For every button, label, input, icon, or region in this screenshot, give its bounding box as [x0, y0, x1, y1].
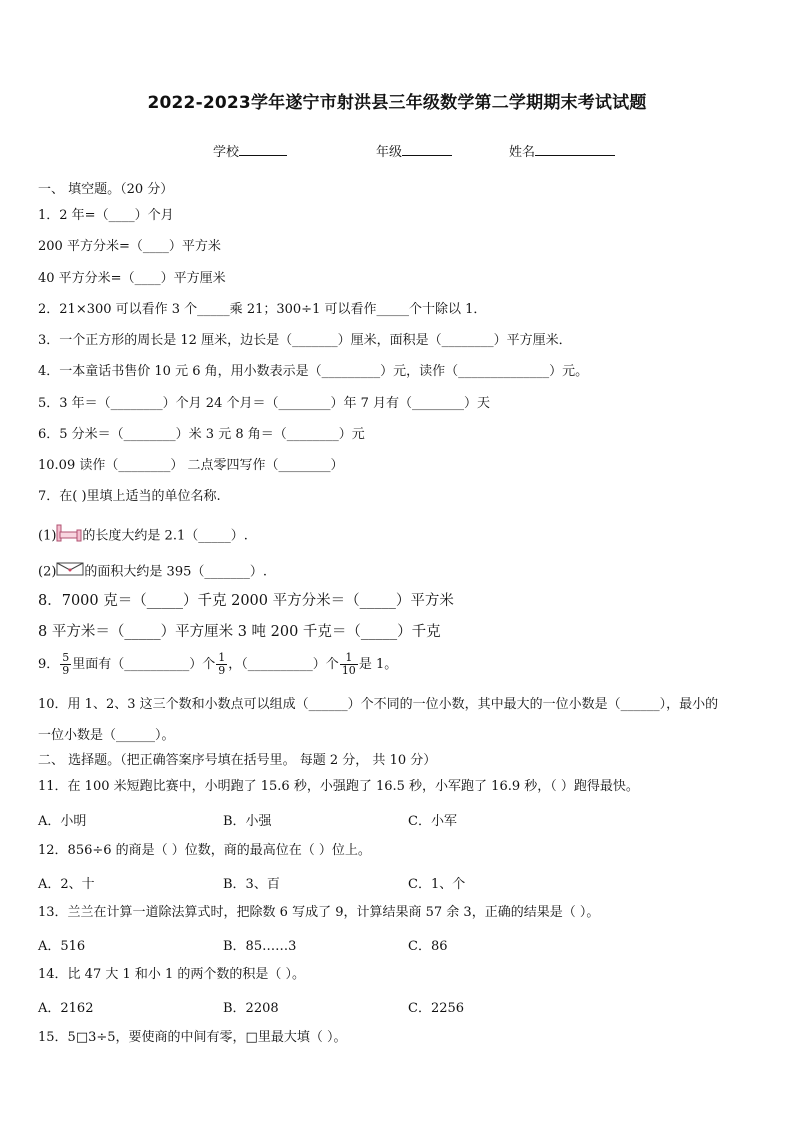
- question-2: 2．21×300 可以看作 3 个_____乘 21；300÷1 可以看作_____个十除以 1．: [38, 302, 487, 317]
- question-11: 11．在 100 米短跑比赛中，小明跑了 15.6 秒，小强跑了 16.5 秒，小军跑了 16.9 秒，（ ）跑得最快。: [38, 779, 639, 794]
- question-4: 4．一本童话书售价 10 元 6 角，用小数表示是（_________）元，读作（______________）元。: [38, 364, 589, 379]
- question-7-2-label: (2): [38, 564, 57, 580]
- question-10b: 一位小数是（______）。: [38, 728, 175, 743]
- grade-label: 年级: [376, 145, 403, 160]
- question-7-2-text: 的面积大约是 395（_______）.: [84, 564, 267, 580]
- q12-option-b[interactable]: B．3、百: [223, 877, 280, 892]
- q13-option-c[interactable]: C．86: [408, 939, 448, 954]
- fraction-1-10: $\frac{1}{10}$: [341, 651, 356, 677]
- section-1-heading: 一、 填空题。（20 分）: [38, 182, 174, 197]
- question-1b: 200 平方分米=（____）平方米: [38, 239, 221, 254]
- question-8a: 8．7000 克＝（_____）千克 2000 平方分米＝（_____）平方米: [38, 593, 454, 609]
- question-8b: 8 平方米＝（_____）平方厘米 3 吨 200 千克＝（_____）千克: [38, 624, 441, 640]
- bed-icon: [56, 523, 82, 549]
- question-7-1: [38, 523, 248, 549]
- question-3: 3．一个正方形的周长是 12 厘米，边长是（_______）厘米，面积是（________）平方厘米．: [38, 333, 572, 348]
- grade-blank[interactable]: [402, 143, 452, 156]
- question-9-text-3: 是 1。: [358, 657, 398, 672]
- school-field[interactable]: [213, 141, 287, 160]
- q14-option-a[interactable]: A．2162: [38, 1001, 94, 1016]
- question-7-1-text: 的长度大约是 2.1（_____）.: [82, 528, 248, 544]
- question-7-2: [38, 561, 267, 583]
- question-7: 7．在( )里填上适当的单位名称.: [38, 489, 221, 504]
- question-7-1-label: (1): [38, 528, 57, 544]
- q13-option-a[interactable]: A．516: [38, 939, 86, 954]
- q14-option-c[interactable]: C．2256: [408, 1001, 465, 1016]
- question-6b: 10.09 读作（________） 二点零四写作（________）: [38, 458, 344, 473]
- name-field[interactable]: [509, 141, 615, 160]
- question-1a: 1．2 年=（____）个月: [38, 208, 174, 223]
- page-title: 2022-2023学年遂宁市射洪县三年级数学第二学期期末考试试题: [147, 93, 647, 113]
- envelope-icon: [56, 561, 84, 583]
- q11-option-a[interactable]: A．小明: [38, 814, 87, 829]
- question-9-text-1: 里面有（__________）个: [72, 657, 216, 672]
- name-blank[interactable]: [535, 143, 615, 156]
- question-14: 14．比 47 大 1 和小 1 的两个数的积是（ ）。: [38, 967, 306, 982]
- question-6: 6．5 分米＝（________）米 3 元 8 角＝（________）元: [38, 427, 365, 442]
- q12-option-c[interactable]: C．1、个: [408, 877, 466, 892]
- q12-option-a[interactable]: A．2、十: [38, 877, 95, 892]
- fraction-5-9: $\frac{5}{9}$: [62, 651, 70, 677]
- section-2-heading: 二、 选择题。（把正确答案序号填在括号里。 每题 2 分， 共 10 分）: [38, 753, 437, 768]
- q13-option-b[interactable]: B．85……3: [223, 939, 297, 954]
- q11-option-b[interactable]: B．小强: [223, 814, 272, 829]
- question-9: [38, 652, 397, 677]
- name-label: 姓名: [509, 145, 536, 160]
- school-label: 学校: [213, 145, 240, 160]
- question-10a: 10．用 1、2、3 这三个数和小数点可以组成（______）个不同的一位小数，其中最大的一位小数是（______），最小的: [38, 697, 719, 712]
- question-1c: 40 平方分米=（____）平方厘米: [38, 271, 226, 286]
- fraction-1-9: $\frac{1}{9}$: [218, 651, 226, 677]
- question-9-text-2: ，（__________）个: [228, 657, 339, 672]
- grade-field[interactable]: [376, 141, 452, 160]
- school-blank[interactable]: [239, 143, 287, 156]
- question-13: 13．兰兰在计算一道除法算式时，把除数 6 写成了 9，计算结果商 57 余 3，正确的结果是（ ）。: [38, 905, 600, 920]
- question-9-label: 9．: [38, 657, 60, 672]
- question-15: 15．5□3÷5，要使商的中间有零，□里最大填（ ）。: [38, 1030, 347, 1045]
- question-5: 5．3 年＝（________）个月 24 个月＝（________）年 7 月有（________）天: [38, 396, 491, 411]
- q14-option-b[interactable]: B．2208: [223, 1001, 279, 1016]
- q11-option-c[interactable]: C．小军: [408, 814, 457, 829]
- question-12: 12．856÷6 的商是（ ）位数，商的最高位在（ ）位上。: [38, 843, 371, 858]
